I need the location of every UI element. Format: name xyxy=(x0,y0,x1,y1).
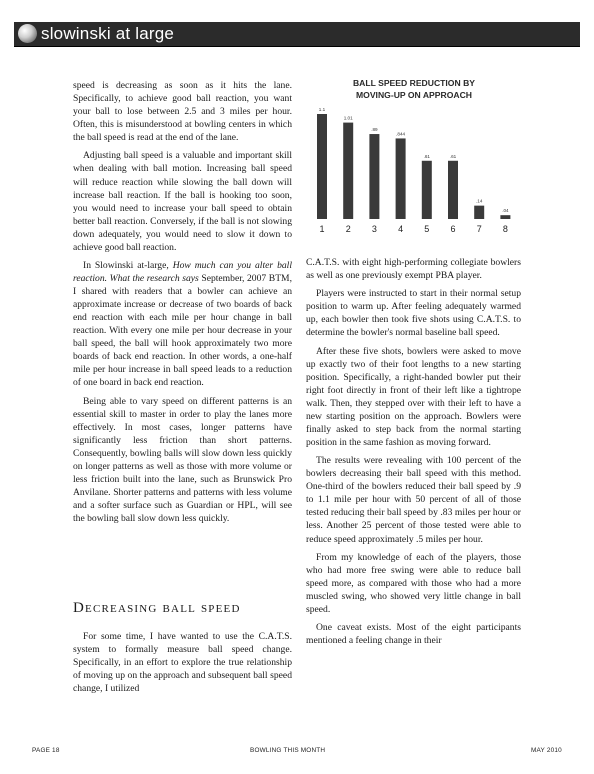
paragraph: Players were instructed to start in their normal setup position to warm up. After feeling adequately warmed up, each bowler then took five shots using C.A.T.S. to determine the bowler's normal baseline ball speed. xyxy=(306,288,521,339)
bar-value-label: 1.1 xyxy=(318,107,326,112)
bar-3 xyxy=(369,134,379,219)
paragraph: For some time, I have wanted to use the C.A.T.S. system to formally measure ball speed change. Specifically, in an effort to explore the true relationship of moving up on the approach and subsequent ball speed change, I utilized xyxy=(73,631,292,695)
bar-8 xyxy=(500,215,510,219)
paragraph: From my knowledge of each of the players, those who had more free swing were able to reduce ball speed more, as compared with those who had a more muscled swing, who showed very little change in ball speed. xyxy=(306,551,521,615)
page-number: PAGE 18 xyxy=(32,747,60,754)
paragraph: One caveat exists. Most of the eight participants mentioned a feeling change in their xyxy=(306,622,521,647)
left-column xyxy=(73,79,292,530)
issue-date: MAY 2010 xyxy=(531,747,562,754)
chart-title-line2: MOVING-UP ON APPROACH xyxy=(355,90,473,100)
paragraph: speed is decreasing as soon as it hits the lane. Specifically, to achieve good ball reaction, you want your ball to lose between 2.5 and 3 miles per hour. Often, this is misunderstood at bowling centers in which the ball speed is read at the end of the lane. xyxy=(73,80,292,144)
chart-title-line1: BALL SPEED REDUCTION BY xyxy=(352,78,476,88)
x-tick-label: 8 xyxy=(502,224,508,234)
bar-1 xyxy=(317,114,327,219)
x-tick-label: 7 xyxy=(476,224,482,234)
bar-value-label: 1.01 xyxy=(343,115,353,121)
section-heading: Decreasing ball speed xyxy=(73,600,241,616)
bar-2 xyxy=(343,123,353,219)
publication-name: BOWLING THIS MONTH xyxy=(250,747,326,754)
page-header xyxy=(14,22,580,47)
bar-4 xyxy=(396,138,406,219)
citation-title: How much can you alter ball reaction. What the research says xyxy=(73,259,292,285)
paragraph-with-citation xyxy=(73,259,292,389)
x-tick-label: 2 xyxy=(345,224,351,234)
globe-icon xyxy=(18,24,37,43)
text-span: September, 2007 BTM, I shared with readers that a bowler can achieve an approximate increase or decrease of two boards of back end reaction with each mile per hour change in ball reaction. With every one mile per hour decrease in your ball speed, the ball will hook approximately two more boards of back end reaction. In other words, a one-half mile per hour increase in ball speed leads to a reduction of one board in back end reaction. xyxy=(73,273,292,389)
x-tick-label: 5 xyxy=(424,224,430,234)
x-tick-label: 1 xyxy=(319,224,325,234)
column-title: slowinski at large xyxy=(41,24,175,43)
bar-value-label: .61 xyxy=(449,153,457,159)
text-span: In Slowinski at-large, xyxy=(83,259,173,271)
bar-chart xyxy=(306,70,522,250)
x-tick-label: 3 xyxy=(371,224,377,234)
bar-value-label: .89 xyxy=(371,127,378,133)
paragraph: C.A.T.S. with eight high-performing collegiate bowlers as well as one previously exempt PBA player. xyxy=(306,257,521,282)
left-column-continued xyxy=(73,630,292,700)
x-tick-label: 6 xyxy=(450,224,456,234)
bar-6 xyxy=(448,161,458,219)
paragraph: The results were revealing with 100 percent of the bowlers decreasing their ball speed with this method. One-third of the bowlers reduced their ball speed by .9 to 1.1 mile per hour with 50 percent of all of those tested reducing their ball speed by .83 miles per hour or less. Another 25 percent of those tested were able to reduce speed approximately .5 miles per hour. xyxy=(306,455,521,545)
bar-5 xyxy=(422,161,432,219)
paragraph: After these five shots, bowlers were asked to move up exactly two of their foot lengths to a new starting position. Specifically, a right-handed bowler put their right foot directly in front of their left like a tightrope walk. Then, they stepped over with their left to have a new starting position on the approach. Bowlers were finally asked to step back from the normal starting position in the same fashion as moving forward. xyxy=(306,345,521,448)
bar-value-label: .61 xyxy=(423,153,430,159)
paragraph: Being able to vary speed on different patterns is an essential skill to master in order to play the lanes more effectively. In most cases, longer patterns have significantly less friction than short patterns. Consequently, bowling balls will slow down less quickly on longer patterns as well as those with more volume or less friction built into the lane, such as Brunswick Pro Anvilane. Shorter patterns and patterns with less volume and a softer surface such as Guardian or HPL, will see the bowling ball slow down less quickly. xyxy=(73,395,292,525)
bar-value-label: .844 xyxy=(396,131,406,137)
right-column xyxy=(306,256,521,652)
bar-value-label: .04 xyxy=(502,208,509,214)
bar-7 xyxy=(474,206,484,219)
chart-plot xyxy=(306,70,522,250)
paragraph: Adjusting ball speed is a valuable and important skill when dealing with ball motion. Increasing ball speed will reduce reaction while slowing the ball down will increase ball reaction. If the ball is hooking too soon, you would need to increase your ball speed to obtain better ball reaction. Conversely, if the ball is not slowing down adequately, you would need to slow it down to achieve good ball reaction. xyxy=(73,150,292,253)
x-tick-label: 4 xyxy=(398,224,404,234)
bar-value-label: .14 xyxy=(476,198,483,204)
